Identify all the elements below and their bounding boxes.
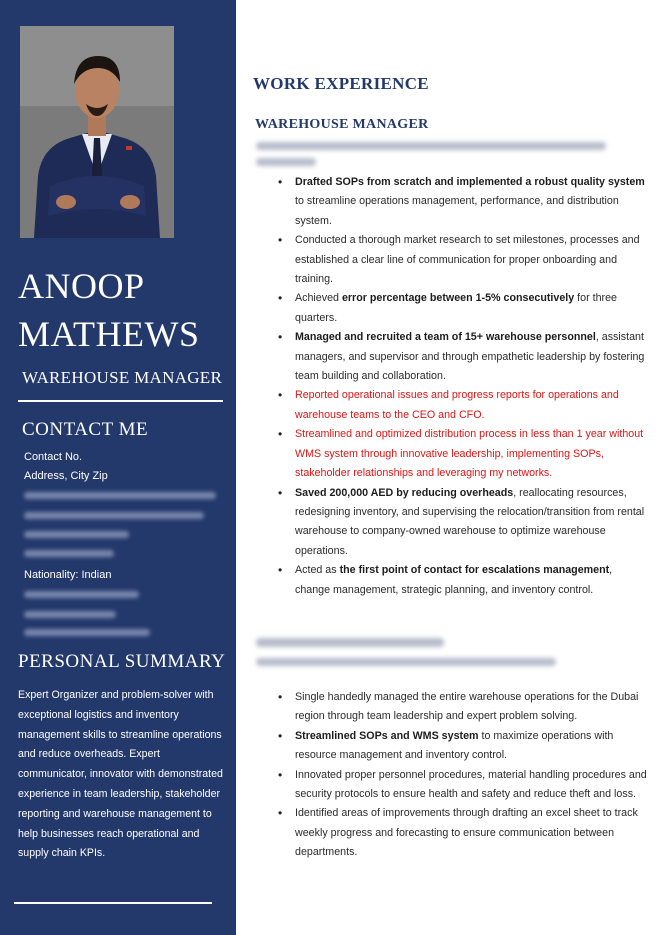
bullet-text: Single handedly managed the entire warehouse operations for the Dubai region through team leadership and expert problem solving. <box>295 691 639 723</box>
bullet-item <box>278 561 648 600</box>
bullet-item <box>278 173 648 231</box>
bullet-bold-text: Saved 200,000 AED by reducing overheads <box>295 486 514 499</box>
job2-bullet-list <box>278 688 648 863</box>
person-portrait-icon <box>20 26 174 238</box>
contact-number: Contact No. <box>24 451 83 463</box>
bullet-text: to maximize operations with resource management and inventory control. <box>295 729 614 762</box>
bullet-text: Streamlined and optimized distribution process in less than 1 year without WMS system through innovative leadership, implementing SOPs, stakeholder relationships and leveraging my networks. <box>295 428 644 480</box>
bullet-bold-text: Streamlined SOPs and WMS system <box>295 729 479 742</box>
bullet-text: Achieved <box>295 292 342 305</box>
bullet-item <box>278 328 648 386</box>
redacted-line <box>24 531 129 538</box>
bullet-item <box>278 386 648 425</box>
bullet-text: Conducted a thorough market research to set milestones, processes and established a clear line of communication for proper onboarding and training. <box>295 234 640 286</box>
summary-heading: PERSONAL SUMMARY <box>18 651 226 672</box>
bullet-text: , change management, strategic planning, and inventory control. <box>295 564 613 596</box>
bullet-text: , assistant managers, and supervisor and through empathetic leadership by fostering team building and collaboration. <box>295 331 645 383</box>
contact-nationality: Nationality: Indian <box>24 569 112 581</box>
contact-address: Address, City Zip <box>24 470 108 482</box>
redacted-line <box>256 158 316 166</box>
bullet-text: Innovated proper personnel procedures, material handling procedures and security protocols to ensure health and safety and reduce theft and loss. <box>295 768 647 801</box>
redacted-line <box>256 638 444 647</box>
redacted-line <box>24 550 114 557</box>
bullet-item <box>278 484 648 562</box>
redacted-line <box>256 142 606 150</box>
candidate-role: WAREHOUSE MANAGER <box>22 368 223 387</box>
bullet-text: to streamline operations management, performance, and distribution system. <box>295 195 619 227</box>
divider <box>18 400 223 402</box>
bullet-bold-text: the first point of contact for escalations management <box>339 564 610 577</box>
bullet-text: Identified areas of improvements through drafting an excel sheet to track weekly progress and forecasting to ensure communication between departments. <box>295 807 638 859</box>
bullet-item <box>278 766 648 805</box>
bullet-item <box>278 688 648 727</box>
redacted-line <box>24 591 139 598</box>
summary-text: Expert Organizer and problem-solver with exceptional logistics and inventory management skills to streamline operations and reduce overheads. Expert communicator, innovator with demonstrated experience in team leadership, stakeholder reporting and warehouse management to help businesses reach operational and supply chain KPIs. <box>18 689 223 860</box>
bullet-item <box>278 289 648 328</box>
bullet-item <box>278 231 648 289</box>
bullet-item <box>278 425 648 483</box>
bullet-bold-text: Managed and recruited a team of 15+ warehouse personnel <box>295 331 596 344</box>
bullet-text: for three quarters. <box>295 292 617 324</box>
bullet-text: , reallocating resources, redesigning inventory, and supervising the relocation/transition from rental warehouse to company-owned warehouse to optimize warehouse operations. <box>295 486 645 557</box>
bullet-item <box>278 727 648 766</box>
bullet-bold-text: Drafted SOPs from scratch and implemented a robust quality system <box>295 176 645 188</box>
job1-bullet-list <box>278 173 648 600</box>
contact-heading: CONTACT ME <box>22 419 149 440</box>
work-experience-heading: WORK EXPERIENCE <box>253 74 429 93</box>
sidebar <box>0 0 236 935</box>
name-last: MATHEWS <box>18 314 200 354</box>
bullet-bold-text: error percentage between 1-5% consecutively <box>341 292 575 305</box>
name-first: ANOOP <box>18 266 145 306</box>
candidate-name <box>18 262 228 358</box>
profile-photo <box>20 26 174 238</box>
bullet-item <box>278 804 648 862</box>
divider <box>14 902 212 904</box>
job-title: WAREHOUSE MANAGER <box>255 117 429 132</box>
redacted-line <box>24 512 204 519</box>
redacted-line <box>256 658 556 666</box>
bullet-text: Acted as <box>295 564 340 577</box>
bullet-text: Reported operational issues and progress reports for operations and warehouse teams to the CEO and CFO. <box>295 389 619 421</box>
redacted-line <box>24 611 116 618</box>
redacted-line <box>24 629 150 636</box>
redacted-line <box>24 492 216 499</box>
